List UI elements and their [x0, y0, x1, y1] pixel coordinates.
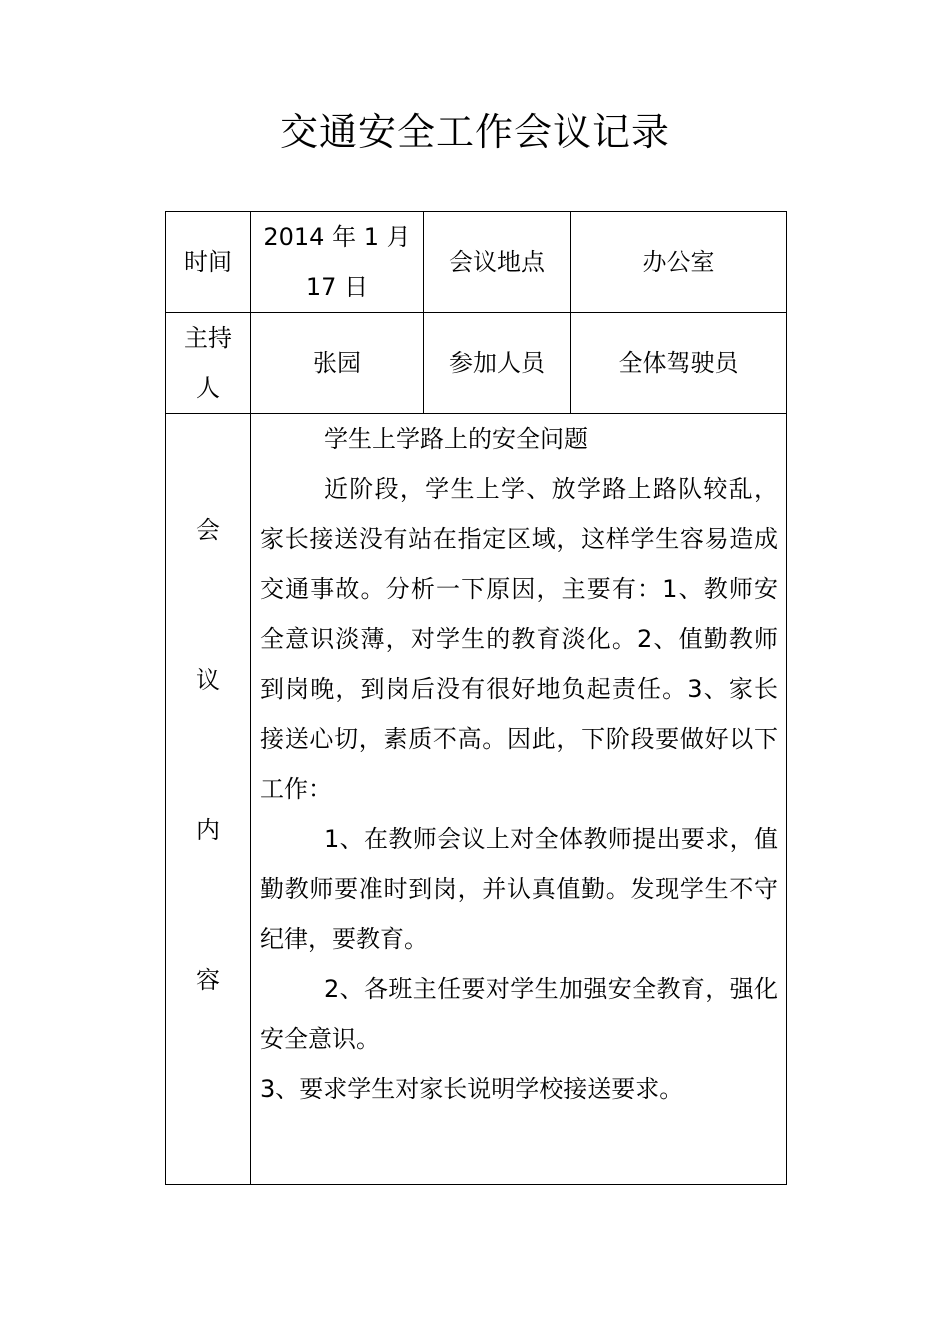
content-paragraph-analysis: 近阶段，学生上学、放学路上路队较乱，家长接送没有站在指定区域，这样学生容易造成交通事故。分析一下原因，主要有：1、教师安全意识淡薄，对学生的教育淡化。2、值勤教师到岗晚，到岗后没有很好地负起责任。3、家长接送心切，素质不高。因此，下阶段要做好以下工作： [260, 475, 778, 803]
document-title: 交通安全工作会议记录 [279, 110, 670, 154]
content-paragraph-item-3: 3、要求学生对家长说明学校接送要求。 [260, 1075, 684, 1103]
time-value-line1: 2014 年 1 月 [263, 223, 411, 251]
table-row-host-attendees [166, 313, 787, 414]
content-subject: 学生上学路上的安全问题 [324, 425, 588, 453]
host-label-line1: 主持 [184, 324, 232, 352]
content-label-char-1: 会 [196, 516, 220, 544]
table-row-content [166, 414, 787, 1185]
content-label [166, 414, 251, 1185]
content-paragraph-item-2: 2、各班主任要对学生加强安全教育，强化安全意识。 [260, 975, 778, 1053]
host-value: 张园 [251, 313, 424, 414]
content-body [251, 414, 787, 1185]
content-label-char-2: 议 [196, 666, 220, 694]
content-label-char-4: 容 [196, 966, 220, 994]
host-label-line2: 人 [196, 374, 220, 402]
attendees-value: 全体驾驶员 [571, 313, 787, 414]
host-label [166, 313, 251, 414]
table-row-time-location [166, 212, 787, 313]
content-paragraph-item-1: 1、在教师会议上对全体教师提出要求，值勤教师要准时到岗，并认真值勤。发现学生不守纪律，要教育。 [260, 825, 778, 953]
meeting-record-table [165, 211, 787, 1185]
attendees-label: 参加人员 [424, 313, 571, 414]
content-label-char-3: 内 [196, 816, 220, 844]
time-value-line2: 17 日 [305, 273, 369, 301]
time-label: 时间 [166, 212, 251, 313]
time-value [251, 212, 424, 313]
location-label: 会议地点 [424, 212, 571, 313]
location-value: 办公室 [571, 212, 787, 313]
